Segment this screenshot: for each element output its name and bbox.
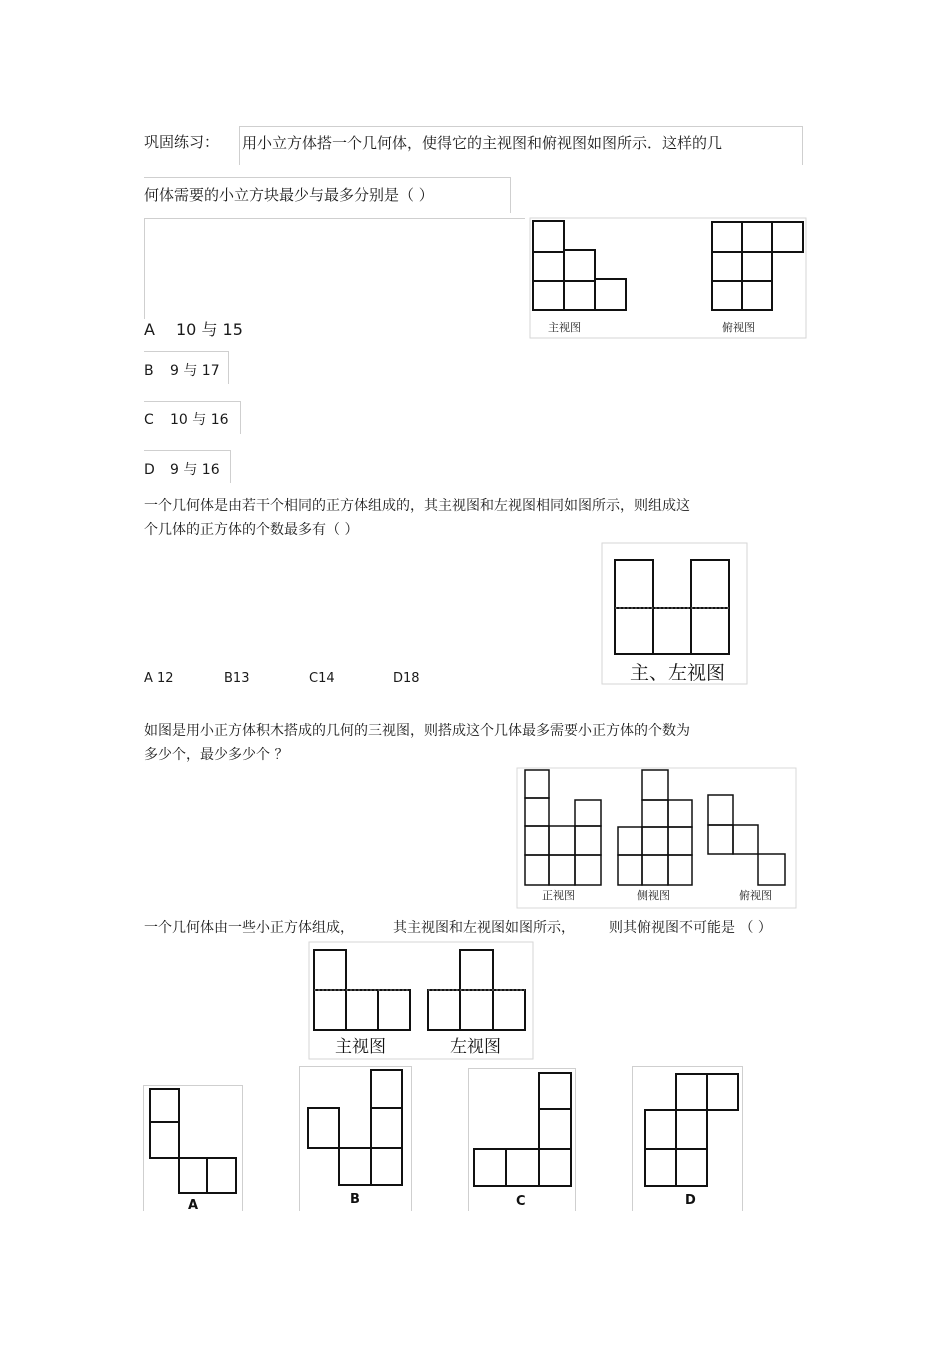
q1-heading: 巩固练习： <box>144 133 220 151</box>
q4-choice-a[interactable] <box>143 1085 243 1211</box>
q1-option-c-text: 10 与 16 <box>170 412 229 428</box>
q4-fig-label-left: 左视图 <box>450 1037 501 1057</box>
q4-stem-b: 其主视图和左视图如图所示， <box>393 920 575 936</box>
q4-stem-a: 一个几何体由一些小正方体组成， <box>144 920 354 936</box>
q2-figure <box>602 543 747 684</box>
q1-top-view <box>712 222 803 310</box>
q4-fig-label-front: 主视图 <box>335 1037 386 1057</box>
q3-figure <box>517 768 796 908</box>
q4-choice-b-label: B <box>350 1192 360 1207</box>
q4-choice-c[interactable] <box>468 1068 576 1211</box>
q1-option-c[interactable] <box>144 401 241 434</box>
q1-blank-area <box>144 218 525 319</box>
q1-option-d[interactable] <box>144 450 231 483</box>
q1-line2: 何体需要的小立方块最少与最多分别是（ ） <box>144 177 511 213</box>
q1-option-b[interactable] <box>144 351 229 384</box>
q1-figure <box>530 218 806 338</box>
q4-choice-d[interactable] <box>632 1066 743 1211</box>
q2-option-d[interactable]: D18 <box>393 671 420 686</box>
q1-option-a-key: A <box>144 320 155 339</box>
q4-choice-b[interactable] <box>299 1066 412 1211</box>
q3-line2: 多少个，最少多少个 ？ <box>144 747 289 763</box>
q1-option-a-text: 10 与 15 <box>176 320 243 339</box>
q2-line2: 个几体的正方体的个数最多有（ ） <box>144 522 359 538</box>
q4-choice-d-label: D <box>685 1193 696 1208</box>
q1-option-b-text: 9 与 17 <box>170 363 220 379</box>
q3-side-view <box>618 770 692 885</box>
q3-fig-label-front: 正视图 <box>542 889 575 902</box>
q1-option-c-key: C <box>144 412 154 428</box>
q2-fig-label: 主、左视图 <box>630 662 726 684</box>
q1-option-b-key: B <box>144 363 154 379</box>
q3-fig-label-side: 侧视图 <box>637 889 670 902</box>
q1-option-d-key: D <box>144 462 155 478</box>
q2-option-a[interactable]: A 12 <box>144 671 174 686</box>
q4-figure <box>309 942 533 1059</box>
q3-front-view <box>525 770 601 885</box>
q4-stem-c: 则其俯视图不可能是 （ ） <box>609 920 772 936</box>
q1-fig-label-front: 主视图 <box>548 321 581 334</box>
q3-line1: 如图是用小正方体积木搭成的几何的三视图，则搭成这个几体最多需要小正方体的个数为 <box>144 723 690 739</box>
q4-choice-a-label: A <box>188 1198 199 1213</box>
q3-top-view <box>708 795 785 885</box>
q1-line1: 用小立方体搭一个几何体，使得它的主视图和俯视图如图所示．这样的几 <box>239 126 803 165</box>
q1-fig-label-top: 俯视图 <box>722 321 755 334</box>
q1-option-d-text: 9 与 16 <box>170 462 220 478</box>
q4-choice-c-label: C <box>516 1194 526 1209</box>
q2-option-c[interactable]: C14 <box>309 671 335 686</box>
q2-line1: 一个几何体是由若干个相同的正方体组成的，其主视图和左视图相同如图所示，则组成这 <box>144 498 690 514</box>
q1-option-a[interactable] <box>144 317 243 340</box>
q1-front-view <box>533 221 626 310</box>
q2-option-b[interactable]: B13 <box>224 671 250 686</box>
q3-fig-label-top: 俯视图 <box>739 889 772 902</box>
